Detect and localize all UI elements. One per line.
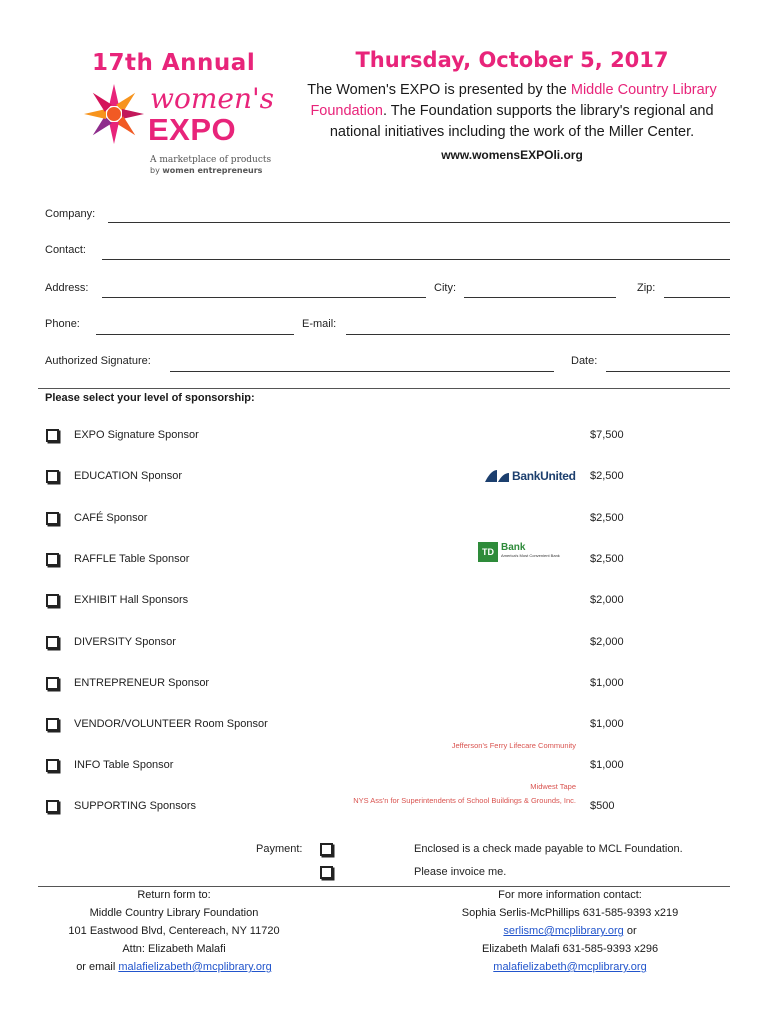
info-email-line-2 bbox=[400, 958, 740, 976]
return-title: Return form to: bbox=[137, 889, 211, 901]
checkbox-info-table[interactable] bbox=[46, 759, 59, 772]
sponsor-info-name: Midwest Tape bbox=[530, 782, 576, 791]
zip-label: Zip: bbox=[637, 282, 656, 294]
checkbox-expo-signature[interactable] bbox=[46, 429, 59, 442]
logo-tagline-2: by women entrepreneurs bbox=[150, 166, 263, 175]
sponsor-supporting-name: NYS Ass'n for Superintendents of School Buildings & Grounds, Inc. bbox=[353, 796, 576, 805]
sponsorship-title: Please select your level of sponsorship: bbox=[45, 392, 255, 404]
bankunited-mark-icon bbox=[485, 470, 509, 482]
event-date: Thursday, October 5, 2017 bbox=[355, 48, 669, 72]
signature-label: Authorized Signature: bbox=[45, 355, 151, 367]
sponsor-item-amount: $2,500 bbox=[590, 553, 624, 565]
sponsor-item-amount: $500 bbox=[590, 800, 615, 812]
td-wordmark: Bank bbox=[501, 542, 526, 553]
checkbox-supporting[interactable] bbox=[46, 800, 59, 813]
bankunited-wordmark: BankUnited bbox=[512, 469, 576, 483]
return-block bbox=[38, 886, 310, 976]
checkbox-exhibit-hall[interactable] bbox=[46, 594, 59, 607]
phone-label: Phone: bbox=[45, 318, 80, 330]
bankunited-logo bbox=[485, 469, 576, 483]
date-label: Date: bbox=[571, 355, 598, 367]
checkbox-education[interactable] bbox=[46, 470, 59, 483]
sponsor-item-label: CAFÉ Sponsor bbox=[74, 512, 148, 524]
info-email-link-1[interactable]: serlismc@mcplibrary.org bbox=[503, 925, 624, 937]
sponsor-item-label: EXHIBIT Hall Sponsors bbox=[74, 594, 189, 606]
divider bbox=[38, 388, 730, 389]
star-burst-icon bbox=[82, 82, 146, 146]
sponsor-item-amount: $1,000 bbox=[590, 759, 624, 771]
company-label: Company: bbox=[45, 208, 96, 220]
sponsor-item-amount: $2,000 bbox=[590, 594, 624, 606]
checkbox-raffle[interactable] bbox=[46, 553, 59, 566]
website-url: www.womensEXPOli.org bbox=[441, 148, 583, 162]
signature-field[interactable] bbox=[170, 371, 554, 372]
checkbox-payment-check[interactable] bbox=[320, 843, 333, 856]
sponsor-item-amount: $2,500 bbox=[590, 470, 624, 482]
sponsor-item-label: SUPPORTING Sponsors bbox=[74, 800, 197, 812]
td-bank-logo bbox=[478, 542, 560, 562]
return-email-line: or email malafielizabeth@mcplibrary.org bbox=[76, 961, 272, 973]
checkbox-vendor-volunteer[interactable] bbox=[46, 718, 59, 731]
city-label: City: bbox=[434, 282, 456, 294]
info-title: For more information contact: bbox=[498, 889, 642, 901]
td-slogan: America's Most Convenient Bank bbox=[501, 553, 560, 558]
td-logo-box: TD bbox=[478, 542, 498, 562]
sponsor-item-label: DIVERSITY Sponsor bbox=[74, 636, 176, 648]
payment-label: Payment: bbox=[256, 843, 303, 855]
sponsor-item-amount: $7,500 bbox=[590, 429, 624, 441]
logo-tagline: A marketplace of products bbox=[150, 155, 272, 165]
checkbox-diversity[interactable] bbox=[46, 636, 59, 649]
contact-field[interactable] bbox=[102, 259, 730, 260]
contact-label: Contact: bbox=[45, 244, 86, 256]
logo-word-womens: women's bbox=[150, 82, 275, 115]
return-address: 101 Eastwood Blvd, Centereach, NY 11720 bbox=[68, 925, 280, 937]
sponsor-item-label: EDUCATION Sponsor bbox=[74, 470, 182, 482]
info-email-line-1: serlismc@mcplibrary.org or bbox=[503, 925, 637, 937]
payment-option-invoice: Please invoice me. bbox=[414, 866, 507, 878]
sponsor-item-amount: $1,000 bbox=[590, 718, 624, 730]
logo-word-expo: EXPO bbox=[148, 112, 237, 147]
sponsor-item-amount: $2,500 bbox=[590, 512, 624, 524]
city-field[interactable] bbox=[464, 297, 616, 298]
date-field[interactable] bbox=[606, 371, 730, 372]
address-label: Address: bbox=[45, 282, 89, 294]
company-field[interactable] bbox=[108, 222, 730, 223]
return-org: Middle Country Library Foundation bbox=[89, 907, 259, 919]
phone-field[interactable] bbox=[96, 334, 294, 335]
checkbox-entrepreneur[interactable] bbox=[46, 677, 59, 690]
annual-title: 17th Annual bbox=[92, 50, 256, 76]
email-label: E-mail: bbox=[302, 318, 337, 330]
sponsor-vendor-name: Jefferson's Ferry Lifecare Community bbox=[451, 741, 576, 750]
sponsor-item-label: VENDOR/VOLUNTEER Room Sponsor bbox=[74, 718, 268, 730]
sponsor-item-label: EXPO Signature Sponsor bbox=[74, 429, 199, 441]
zip-field[interactable] bbox=[664, 297, 730, 298]
address-field[interactable] bbox=[102, 297, 426, 298]
info-contact-1: Sophia Serlis-McPhillips 631-585-9393 x219 bbox=[461, 907, 679, 919]
sponsor-item-amount: $1,000 bbox=[590, 677, 624, 689]
checkbox-cafe[interactable] bbox=[46, 512, 59, 525]
return-email-link[interactable]: malafielizabeth@mcplibrary.org bbox=[118, 961, 272, 973]
info-contact-2: Elizabeth Malafi 631-585-9393 x296 bbox=[481, 943, 659, 955]
sponsor-item-label: RAFFLE Table Sponsor bbox=[74, 553, 190, 565]
intro-paragraph: The Women's EXPO is presented by the Middle Country Library Foundation. The Foundation supports the library's regional and national initiatives including the work of the Miller Center. bbox=[307, 82, 717, 140]
info-email-link-2[interactable]: malafielizabeth@mcplibrary.org bbox=[493, 961, 647, 973]
email-field[interactable] bbox=[346, 334, 730, 335]
sponsor-item-label: ENTREPRENEUR Sponsor bbox=[74, 677, 210, 689]
sponsor-item-amount: $2,000 bbox=[590, 636, 624, 648]
payment-option-check: Enclosed is a check made payable to MCL Foundation. bbox=[414, 843, 683, 855]
checkbox-payment-invoice[interactable] bbox=[320, 866, 333, 879]
info-block bbox=[400, 886, 740, 976]
sponsor-item-label: INFO Table Sponsor bbox=[74, 759, 174, 771]
return-attn: Attn: Elizabeth Malafi bbox=[122, 943, 226, 955]
